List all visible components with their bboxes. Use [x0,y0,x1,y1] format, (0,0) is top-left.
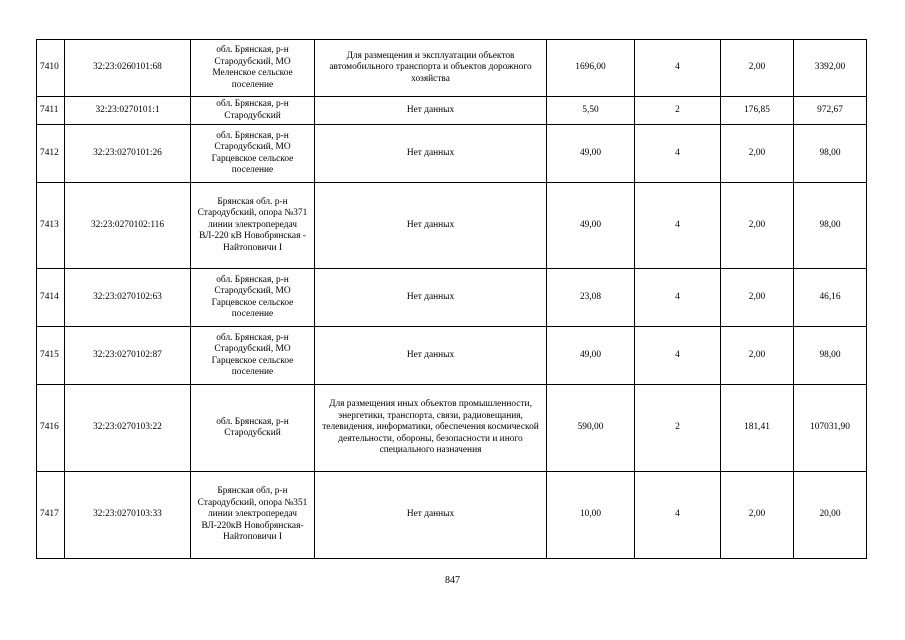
rate: 2,00 [721,327,794,385]
table-row [37,40,867,97]
cadastral-number: 32:23:0270102:87 [65,327,191,385]
rate: 181,41 [721,385,794,472]
permitted-use: Нет данных [315,125,547,183]
area: 1696,00 [547,40,635,97]
rate: 2,00 [721,125,794,183]
address: обл. Брянская, р-н Стародубский, МО Гарцевское сельское поселение [191,269,315,327]
table-row [37,125,867,183]
category: 4 [635,472,721,559]
table-row [37,385,867,472]
address: обл. Брянская, р-н Стародубский, МО Гарцевское сельское поселение [191,327,315,385]
rate: 2,00 [721,472,794,559]
category: 4 [635,183,721,269]
row-number: 7411 [37,97,65,125]
permitted-use: Для размещения и эксплуатации объектов автомобильного транспорта и объектов дорожного хозяйства [315,40,547,97]
amount: 46,16 [794,269,867,327]
cadastral-number: 32:23:0270102:116 [65,183,191,269]
permitted-use: Нет данных [315,183,547,269]
rate: 176,85 [721,97,794,125]
table-row [37,183,867,269]
permitted-use: Для размещения иных объектов промышленности, энергетики, транспорта, связи, радиовещания, телевидения, информатики, обеспечения космической деятельности, обороны, безопасности и иного специального назначения [315,385,547,472]
address: Брянская обл. р-н Стародубский, опора №371 линии электропередач ВЛ-220 кВ Новобрянская - Найтоповичи I [191,183,315,269]
amount: 972,67 [794,97,867,125]
row-number: 7412 [37,125,65,183]
area: 10,00 [547,472,635,559]
category: 4 [635,40,721,97]
category: 4 [635,125,721,183]
address: Брянская обл, р-н Стародубский, опора №351 линии электропередач ВЛ-220кВ Новобрянская-Найтоповичи I [191,472,315,559]
address: обл. Брянская, р-н Стародубский, МО Гарцевское сельское поселение [191,125,315,183]
amount: 98,00 [794,327,867,385]
amount: 20,00 [794,472,867,559]
permitted-use: Нет данных [315,269,547,327]
table-body [37,40,867,559]
row-number: 7410 [37,40,65,97]
permitted-use: Нет данных [315,472,547,559]
table-row [37,327,867,385]
area: 590,00 [547,385,635,472]
area: 49,00 [547,125,635,183]
rate: 2,00 [721,183,794,269]
row-number: 7414 [37,269,65,327]
row-number: 7415 [37,327,65,385]
category: 2 [635,385,721,472]
row-number: 7417 [37,472,65,559]
cadastral-number: 32:23:0270103:22 [65,385,191,472]
land-plots-table [36,39,867,559]
amount: 98,00 [794,125,867,183]
table-row [37,269,867,327]
address: обл. Брянская, р-н Стародубский [191,97,315,125]
cadastral-number: 32:23:0260101:68 [65,40,191,97]
area: 49,00 [547,183,635,269]
table-row [37,97,867,125]
row-number: 7416 [37,385,65,472]
page-number: 847 [445,575,460,586]
rate: 2,00 [721,40,794,97]
area: 5,50 [547,97,635,125]
amount: 107031,90 [794,385,867,472]
cadastral-number: 32:23:0270101:26 [65,125,191,183]
category: 4 [635,327,721,385]
row-number: 7413 [37,183,65,269]
rate: 2,00 [721,269,794,327]
cadastral-number: 32:23:0270103:33 [65,472,191,559]
address: обл. Брянская, р-н Стародубский [191,385,315,472]
area: 49,00 [547,327,635,385]
table-row [37,472,867,559]
category: 4 [635,269,721,327]
permitted-use: Нет данных [315,97,547,125]
cadastral-number: 32:23:0270101:1 [65,97,191,125]
permitted-use: Нет данных [315,327,547,385]
category: 2 [635,97,721,125]
cadastral-number: 32:23:0270102:63 [65,269,191,327]
amount: 98,00 [794,183,867,269]
address: обл. Брянская, р-н Стародубский, МО Меленское сельское поселение [191,40,315,97]
area: 23,08 [547,269,635,327]
amount: 3392,00 [794,40,867,97]
